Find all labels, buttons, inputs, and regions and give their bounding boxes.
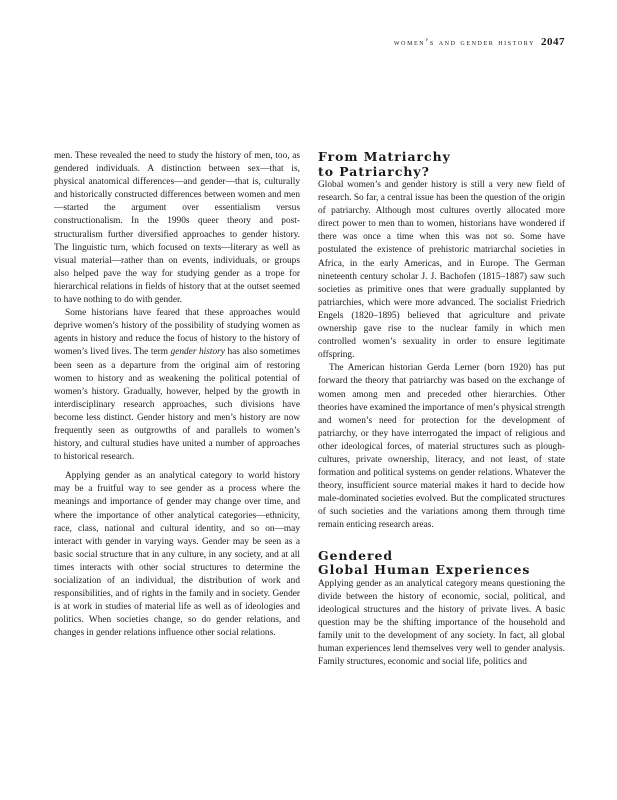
section-heading-gendered-experiences bbox=[318, 549, 565, 578]
gender-history-term: gender history bbox=[170, 347, 225, 358]
left-paragraph-1: men. These revealed the need to study the history of men, too, as gendered individuals. A distinction between sex—that is, physical anatomical differences—and gender—that is, culturally and historically constructed differences between women and men—started the argument over essentialism versus constructionalism. In the 1990s queer theory and post-structuralism further diversified approaches to gender history. The linguistic turn, which focused on texts—literary as well as visual material—rather than on events, individuals, or groups also helped pave the way for studying gender as a trope for hierarchical relations in fields of history that at the outset seemed to have nothing to do with gender. bbox=[54, 151, 300, 306]
running-head-title: women’s and gender history bbox=[393, 37, 535, 47]
heading-1-line-1: From Matriarchy bbox=[318, 149, 451, 164]
right-column bbox=[318, 150, 565, 669]
left-column bbox=[54, 150, 300, 640]
page-number: 2047 bbox=[541, 36, 565, 48]
section-heading-matriarchy bbox=[318, 150, 565, 179]
left-paragraph-3: Applying gender as an analytical category to world history may be a fruitful way to see gender as a process where the meanings and importance of gender may change over time, and where the importance of other analytical categories—ethnicity, race, class, national and cultural identity, and so on—may interact with gender in varying ways. Gender may be seen as a basic social structure that in any culture, in any society, and at all times interacts with other social structures to determine the socialization of an individual, the distribution of work and responsibilities, and of rights in the family and in society. Gender is at work in studies of material life as well as of ideologies and politics. When societies change, so do gender relations, and changes in gender relations influence other social relations. bbox=[54, 471, 300, 639]
right-paragraph-2: The American historian Gerda Lerner (born 1920) has put forward the theory that patriarchy was based on the exchange of women among men and preceded other hierarchies. Other theories have examined the importance of men’s physical strength and women’s need for protection for the development of patriarchy, or they have interrogated the impact of religious and other ideological forces, of material structures such as plough-cultures, private ownership, literacy, and not least, of state formation and political systems on gender relations. Whatever the theory, insufficient source material makes it hard to decide how male-dominated societies evolved. But the complicated structures of such societies and the variations among them through time remain enticing research areas. bbox=[318, 363, 566, 531]
running-head bbox=[394, 36, 565, 48]
right-paragraph-3: Applying gender as an analytical category means questioning the divide between the history of economic, social, political, and ideological structures and the history of private lives. A basic question may be the shifting importance of the household and family unit to the development of any society. In fact, all global human experiences lend themselves very well to gender analysis. Family structures, economic and social life, politics and bbox=[318, 578, 565, 668]
heading-1-line-2: to Patriarchy? bbox=[318, 163, 430, 179]
right-paragraph-1: Global women’s and gender history is still a very new field of research. So far, a central issue has been the question of the origin of patriarchy. Although most cultures overtly allocated more direct power to men than to women, historians have wondered if there was once a time when this was not so. Some have postulated the existence of prehistoric matriarchal societies in Africa, in the early Americas, and in Europe. The German nineteenth century scholar J. J. Bachofen (1815–1887) saw such societies as primitive ones that were gradually supplanted by patriarchies, which were more advanced. The socialist Friedrich Engels (1820–1895) believed that agriculture and private ownership gave rise to the nuclear family in which men controlled women’s sexuality in order to ensure legitimate offspring. bbox=[318, 180, 565, 361]
heading-2-line-2: Global Human Experiences bbox=[318, 562, 531, 578]
left-paragraph-2 bbox=[54, 307, 300, 464]
left-paragraph-2-end: has also sometimes been seen as a departure from the original aim of restoring women to history and as weakening the political potential of women’s history. Gradually, however, helped by the growth in interdisciplinary research approaches, such divisions have become less distinct. Gender history and men’s history are now frequently seen as outgrowths of and parallels to women’s history, and cultural studies have united a number of approaches to historical research. bbox=[54, 347, 300, 463]
heading-2-line-1: Gendered bbox=[318, 547, 394, 563]
left-paragraph-2-start: Some historians have feared that these approaches would deprive women’s history of the possibility of studying women as agents in history and reduce the focus of history to the history of women’s lived lives. The term bbox=[54, 308, 300, 358]
